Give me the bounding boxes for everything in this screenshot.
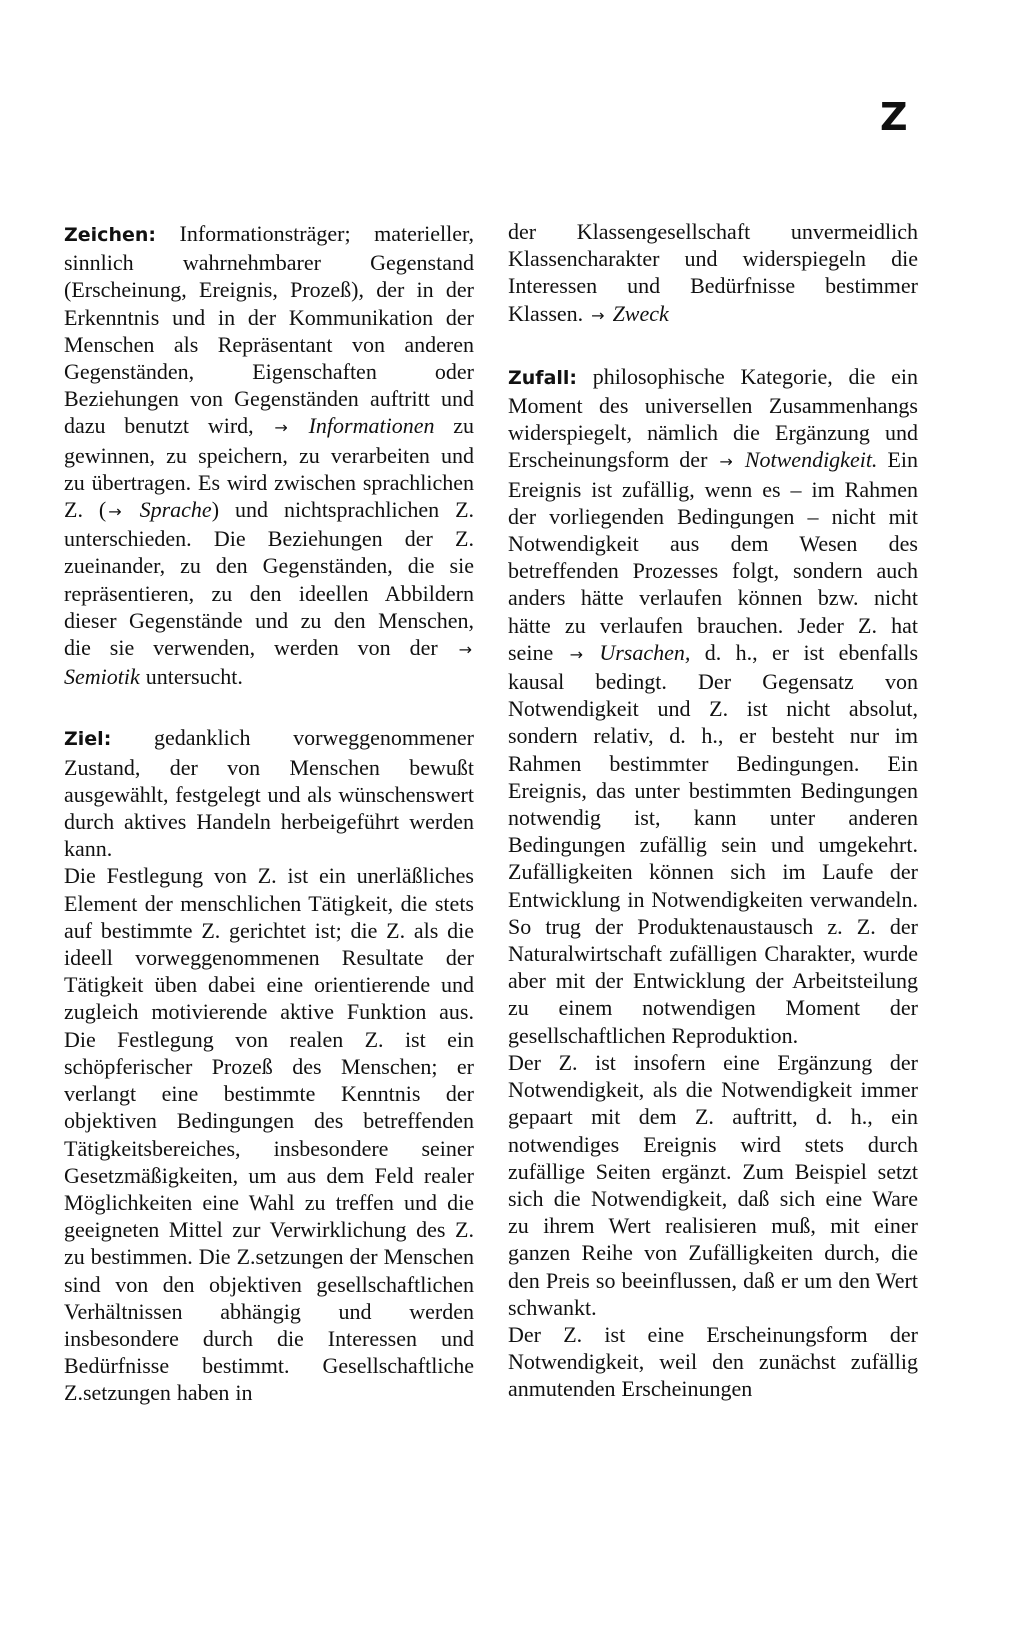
cross-reference[interactable]: Ursachen, <box>599 639 691 665</box>
entry-text: philosophische Kategorie, die ein Moment des universellen Zusammenhangs widerspiegelt, nämlich die Ergänzung und Erscheinungsform der <box>508 363 918 473</box>
entry-text: Informationsträger; materieller, sinnlich wahrnehmbarer Gegenstand (Erscheinung, Ereignis, Prozeß), der in der Erkenntnis und in der Kommunikation der Menschen als Repräsentant von anderen Gegenständen, Eigenschaften oder Beziehungen von Gegenständen auftritt und dazu benutzt wird, <box>64 221 474 439</box>
left-column <box>64 220 474 1441</box>
cross-reference-arrow-icon: → <box>591 305 605 325</box>
right-column <box>508 218 918 1437</box>
dictionary-entry <box>64 220 474 690</box>
dictionary-entry <box>508 218 918 329</box>
entry-text: gedanklich vorweggenommener Zustand, der von Menschen bewußt ausgewählt, festgelegt und als wünschenswert durch aktives Handeln herbeigeführt werden kann. <box>64 725 475 862</box>
cross-reference-arrow-icon: → <box>719 452 733 472</box>
entry-paragraph <box>64 724 474 862</box>
entry-paragraph <box>64 220 474 690</box>
entry-text: Der Z. ist eine Erscheinungsform der Notwendigkeit, weil den zunächst zufällig anmutenden Erscheinungen <box>508 1321 918 1402</box>
cross-reference-arrow-icon: → <box>458 640 472 660</box>
entry-paragraph <box>508 363 918 1049</box>
dictionary-entry <box>508 363 918 1403</box>
entry-term: Ziel: <box>64 728 112 751</box>
cross-reference[interactable]: Sprache <box>139 497 212 523</box>
cross-reference-arrow-icon: → <box>274 418 288 438</box>
entry-paragraph <box>508 1321 918 1403</box>
section-letter: Z <box>880 95 908 139</box>
entry-paragraph <box>508 1049 918 1321</box>
cross-reference[interactable]: Informationen <box>308 413 435 439</box>
cross-reference-arrow-icon: → <box>108 502 122 522</box>
entry-text: untersucht. <box>139 664 243 690</box>
entry-term: Zeichen: <box>64 224 156 246</box>
cross-reference[interactable]: Zweck <box>612 300 669 326</box>
cross-reference[interactable]: Notwendigkeit. <box>744 447 878 473</box>
entry-term: Zufall: <box>508 366 578 389</box>
entry-text: zu gewinnen, zu speichern, zu verarbeiten und zu übertragen. Es wird zwischen sprachlichen Z. ( <box>64 413 474 523</box>
entry-paragraph <box>64 862 474 1406</box>
entry-text: Ein Ereignis ist zufällig, wenn es – im Rahmen der vorliegenden Bedingungen – nicht mit Notwendigkeit aus dem Wesen des betreffenden Prozesses folgt, sondern auch anders hätte verlaufen können bzw. nicht hätte zu verlaufen brauchen. Jeder Z. hat seine <box>508 447 918 665</box>
entry-text: Die Festlegung von Z. ist ein unerläßliches Element der menschlichen Tätigkeit, die stets auf bestimmte Z. gerichtet ist; die Z. als die ideell vorweggenommenen Resultate der Tätigkeit üben dabei eine orientierende und zugleich motivierende aktive Funktion aus. Die Festlegung von realen Z. ist ein schöpferischer Prozeß des Menschen; er verlangt eine bestimmte Kenntnis der objektiven Bedingungen des betreffenden Tätigkeitsbereiches, insbesondere seiner Gesetzmäßigkeiten, um aus dem Feld realer Möglichkeiten eine Wahl zu treffen und die geeigneten Mittel zur Verwirklichung des Z. zu bestimmen. Die Z.setzungen der Menschen sind von den objektiven gesellschaftlichen Verhältnissen abhängig und werden insbesondere durch die Interessen und Bedürfnisse bestimmt. Gesellschaftliche Z.setzungen haben in <box>64 863 474 1406</box>
entry-text: Der Z. ist insofern eine Ergänzung der Notwendigkeit, als die Notwendigkeit immer gepaart mit dem Z. auftritt, d. h., ein notwendiges Ereignis wird stets durch zufällige Seiten ergänzt. Zum Beispiel setzt sich die Notwendigkeit, daß sich eine Ware zu ihrem Wert realisieren muß, mit einer ganzen Reihe von Zufälligkeiten durch, die den Preis so beeinflussen, daß er um den Wert schwankt. <box>508 1049 918 1320</box>
entry-text: der Klassengesellschaft unvermeidlich Klassencharakter und widerspiegeln die Interessen und Bedürfnisse bestimmer Klassen. <box>508 219 918 326</box>
entry-text: d. h., er ist ebenfalls kausal bedingt. Der Gegensatz von Notwendigkeit und Z. ist nicht absolut, sondern relativ, d. h., er besteht nur im Rahmen bestimmter Bedingungen. Ein Ereignis, das unter bestimmten Bedingungen notwendig ist, kann unter anderen Bedingungen zufällig sein und umgekehrt. Zufälligkeiten können sich im Laufe der Entwicklung in Notwendigkeiten verwandeln. So trug der Produktenaustausch z. Z. der Naturalwirtschaft zufälligen Charakter, wurde aber mit der Entwicklung der Arbeitsteilung zu einem notwendigen Moment der gesellschaftlichen Reproduktion. <box>508 639 919 1048</box>
entry-paragraph <box>508 218 918 329</box>
entry-text: ) und nichtsprachlichen Z. unterschieden. Die Beziehungen der Z. zueinander, zu den Gegenständen, die sie repräsentieren, zu den ideellen Abbildern dieser Gegenstände und zu den Menschen, die sie verwenden, werden von der <box>64 497 475 661</box>
cross-reference[interactable]: Semiotik <box>64 664 140 690</box>
cross-reference-arrow-icon: → <box>569 644 583 664</box>
dictionary-entry <box>64 724 474 1406</box>
